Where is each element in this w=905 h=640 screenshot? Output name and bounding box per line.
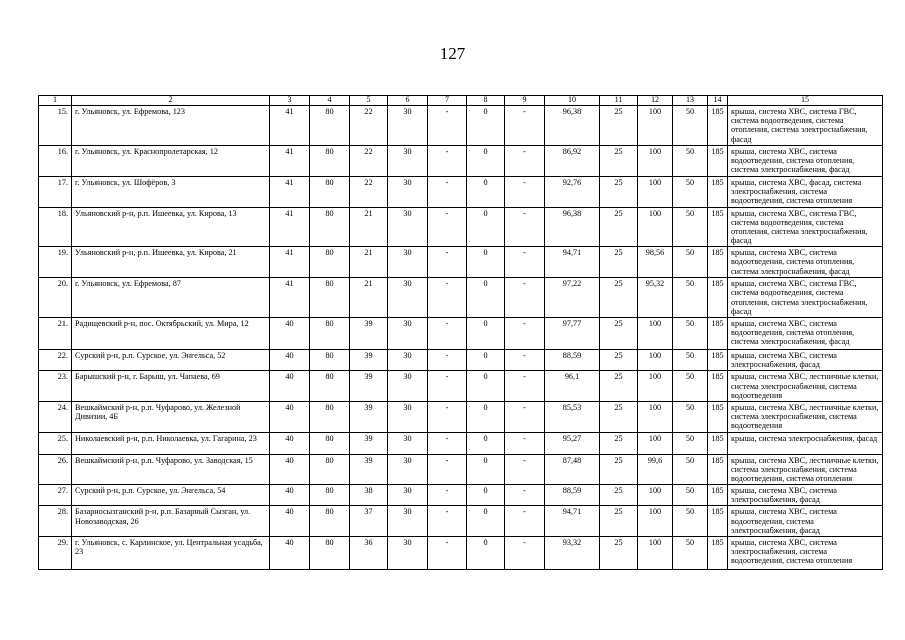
value-col4: 80 — [310, 145, 350, 176]
row-number: 21. — [39, 318, 72, 350]
value-col5: 39 — [350, 401, 388, 432]
column-number: 2 — [72, 96, 270, 106]
value-col5: 21 — [350, 278, 388, 318]
value-col3: 40 — [270, 350, 310, 371]
column-number: 15 — [728, 96, 883, 106]
address: г. Ульяновск, ул. Ефремова, 87 — [72, 278, 270, 318]
table-row — [39, 432, 883, 454]
column-number: 7 — [428, 96, 467, 106]
value-col6: 30 — [388, 105, 428, 145]
value-col3: 40 — [270, 506, 310, 537]
value-col13: 50 — [673, 318, 708, 350]
value-col7: - — [428, 454, 467, 485]
value-col9: - — [505, 506, 545, 537]
value-col14: 185 — [708, 247, 728, 278]
address: Ульяновский р-н, р.п. Ишеевка, ул. Кирова, 13 — [72, 207, 270, 247]
value-col4: 80 — [310, 350, 350, 371]
value-col5: 22 — [350, 145, 388, 176]
value-col5: 22 — [350, 176, 388, 207]
value-col13: 50 — [673, 371, 708, 402]
value-col10: 96,1 — [545, 371, 600, 402]
value-col7: - — [428, 318, 467, 350]
value-col6: 30 — [388, 454, 428, 485]
value-col14: 185 — [708, 207, 728, 247]
value-col5: 38 — [350, 485, 388, 506]
table-row — [39, 371, 883, 402]
value-col11: 25 — [600, 207, 638, 247]
value-col7: - — [428, 145, 467, 176]
value-col7: - — [428, 485, 467, 506]
table-row — [39, 401, 883, 432]
value-col14: 185 — [708, 454, 728, 485]
value-col13: 50 — [673, 105, 708, 145]
table-row — [39, 454, 883, 485]
column-number-row — [39, 96, 883, 106]
value-col11: 25 — [600, 105, 638, 145]
value-col3: 40 — [270, 318, 310, 350]
value-col9: - — [505, 537, 545, 570]
value-col9: - — [505, 432, 545, 454]
value-col4: 80 — [310, 371, 350, 402]
table-row — [39, 105, 883, 145]
value-col7: - — [428, 350, 467, 371]
value-col8: 0 — [467, 318, 505, 350]
row-number: 24. — [39, 401, 72, 432]
value-col11: 25 — [600, 278, 638, 318]
value-col12: 100 — [638, 105, 673, 145]
value-col6: 30 — [388, 145, 428, 176]
value-col14: 185 — [708, 432, 728, 454]
value-col4: 80 — [310, 432, 350, 454]
value-col10: 85,53 — [545, 401, 600, 432]
value-col3: 41 — [270, 105, 310, 145]
value-col3: 41 — [270, 247, 310, 278]
value-col9: - — [505, 145, 545, 176]
value-col10: 87,48 — [545, 454, 600, 485]
value-col6: 30 — [388, 176, 428, 207]
value-col6: 30 — [388, 506, 428, 537]
column-number: 6 — [388, 96, 428, 106]
value-col11: 25 — [600, 537, 638, 570]
works-list: крыша, система ХВС, система водоотведения, система отопления, система электроснабжения, фасад — [728, 145, 883, 176]
row-number: 18. — [39, 207, 72, 247]
address: Вешкаймский р-н, р.п. Чуфарово, ул. Заводская, 15 — [72, 454, 270, 485]
value-col11: 25 — [600, 506, 638, 537]
value-col5: 36 — [350, 537, 388, 570]
value-col3: 40 — [270, 401, 310, 432]
value-col7: - — [428, 401, 467, 432]
value-col10: 96,38 — [545, 105, 600, 145]
value-col8: 0 — [467, 207, 505, 247]
value-col6: 30 — [388, 247, 428, 278]
column-number: 3 — [270, 96, 310, 106]
value-col13: 50 — [673, 278, 708, 318]
value-col5: 21 — [350, 207, 388, 247]
value-col8: 0 — [467, 537, 505, 570]
table-row — [39, 176, 883, 207]
value-col8: 0 — [467, 247, 505, 278]
column-number: 14 — [708, 96, 728, 106]
value-col10: 88,59 — [545, 485, 600, 506]
value-col8: 0 — [467, 506, 505, 537]
value-col12: 100 — [638, 176, 673, 207]
works-list: крыша, система ХВС, фасад, система электроснабжения, система водоотведения, система отопления — [728, 176, 883, 207]
value-col9: - — [505, 207, 545, 247]
value-col12: 100 — [638, 145, 673, 176]
value-col6: 30 — [388, 350, 428, 371]
value-col5: 37 — [350, 506, 388, 537]
value-col6: 30 — [388, 371, 428, 402]
value-col9: - — [505, 401, 545, 432]
value-col12: 100 — [638, 207, 673, 247]
value-col7: - — [428, 506, 467, 537]
page-number: 127 — [439, 44, 466, 63]
value-col13: 50 — [673, 432, 708, 454]
works-list: крыша, система ХВС, система ГВС, система водоотведения, система отопления, система электроснабжения, фасад — [728, 207, 883, 247]
value-col9: - — [505, 176, 545, 207]
value-col3: 40 — [270, 371, 310, 402]
row-number: 17. — [39, 176, 72, 207]
address: Радищевский р-н, пос. Октябрьский, ул. Мира, 12 — [72, 318, 270, 350]
works-list: крыша, система ХВС, система водоотведения, система отопления, система электроснабжения, фасад — [728, 247, 883, 278]
value-col3: 41 — [270, 176, 310, 207]
column-number: 12 — [638, 96, 673, 106]
value-col3: 40 — [270, 485, 310, 506]
value-col13: 50 — [673, 401, 708, 432]
value-col12: 100 — [638, 318, 673, 350]
value-col8: 0 — [467, 350, 505, 371]
works-list: крыша, система ХВС, система ГВС, система водоотведения, система отопления, система электроснабжения, фасад — [728, 278, 883, 318]
value-col3: 40 — [270, 432, 310, 454]
works-list: крыша, система ХВС, система электроснабжения, фасад — [728, 485, 883, 506]
value-col3: 41 — [270, 207, 310, 247]
value-col13: 50 — [673, 485, 708, 506]
value-col8: 0 — [467, 105, 505, 145]
value-col12: 95,32 — [638, 278, 673, 318]
value-col3: 41 — [270, 278, 310, 318]
value-col6: 30 — [388, 278, 428, 318]
address: Вешкаймский р-н, р.п. Чуфарово, ул. Железной Дивизии, 4Б — [72, 401, 270, 432]
value-col13: 50 — [673, 145, 708, 176]
address: г. Ульяновск, ул. Краснопролетарская, 12 — [72, 145, 270, 176]
value-col4: 80 — [310, 278, 350, 318]
value-col7: - — [428, 371, 467, 402]
value-col12: 99,6 — [638, 454, 673, 485]
value-col9: - — [505, 350, 545, 371]
value-col6: 30 — [388, 537, 428, 570]
table-row — [39, 145, 883, 176]
row-number: 19. — [39, 247, 72, 278]
table-row — [39, 537, 883, 570]
row-number: 23. — [39, 371, 72, 402]
value-col11: 25 — [600, 432, 638, 454]
value-col12: 100 — [638, 371, 673, 402]
address: г. Ульяновск, ул. Ефремова, 123 — [72, 105, 270, 145]
value-col4: 80 — [310, 454, 350, 485]
value-col4: 80 — [310, 485, 350, 506]
value-col9: - — [505, 318, 545, 350]
value-col12: 100 — [638, 350, 673, 371]
address: г. Ульяновск, с. Карлинское, ул. Центральная усадьба, 23 — [72, 537, 270, 570]
value-col11: 25 — [600, 176, 638, 207]
column-number: 8 — [467, 96, 505, 106]
value-col13: 50 — [673, 247, 708, 278]
value-col4: 80 — [310, 247, 350, 278]
column-number: 13 — [673, 96, 708, 106]
value-col6: 30 — [388, 318, 428, 350]
row-number: 20. — [39, 278, 72, 318]
value-col11: 25 — [600, 350, 638, 371]
value-col5: 39 — [350, 318, 388, 350]
value-col7: - — [428, 537, 467, 570]
table-row — [39, 350, 883, 371]
value-col8: 0 — [467, 176, 505, 207]
value-col5: 39 — [350, 371, 388, 402]
value-col5: 22 — [350, 105, 388, 145]
row-number: 15. — [39, 105, 72, 145]
value-col14: 185 — [708, 278, 728, 318]
value-col14: 185 — [708, 176, 728, 207]
value-col9: - — [505, 278, 545, 318]
column-number: 5 — [350, 96, 388, 106]
value-col6: 30 — [388, 401, 428, 432]
works-list: крыша, система ХВС, система водоотведения, система электроснабжения, фасад — [728, 506, 883, 537]
address: Ульяновский р-н, р.п. Ишеевка, ул. Кирова, 21 — [72, 247, 270, 278]
value-col12: 98,56 — [638, 247, 673, 278]
value-col11: 25 — [600, 485, 638, 506]
row-number: 16. — [39, 145, 72, 176]
value-col7: - — [428, 207, 467, 247]
value-col4: 80 — [310, 207, 350, 247]
value-col7: - — [428, 432, 467, 454]
value-col4: 80 — [310, 401, 350, 432]
value-col3: 40 — [270, 454, 310, 485]
value-col14: 185 — [708, 485, 728, 506]
value-col12: 100 — [638, 506, 673, 537]
value-col8: 0 — [467, 432, 505, 454]
value-col10: 96,38 — [545, 207, 600, 247]
row-number: 25. — [39, 432, 72, 454]
value-col4: 80 — [310, 537, 350, 570]
value-col12: 100 — [638, 432, 673, 454]
value-col11: 25 — [600, 401, 638, 432]
column-number: 10 — [545, 96, 600, 106]
value-col11: 25 — [600, 145, 638, 176]
value-col8: 0 — [467, 371, 505, 402]
value-col6: 30 — [388, 207, 428, 247]
value-col13: 50 — [673, 350, 708, 371]
table-row — [39, 207, 883, 247]
value-col7: - — [428, 278, 467, 318]
value-col14: 185 — [708, 105, 728, 145]
value-col9: - — [505, 105, 545, 145]
value-col6: 30 — [388, 485, 428, 506]
value-col13: 50 — [673, 506, 708, 537]
value-col11: 25 — [600, 247, 638, 278]
column-number: 1 — [39, 96, 72, 106]
address: Базарносызганский р-н, р.п. Базарный Сызган, ул. Новозаводская, 26 — [72, 506, 270, 537]
value-col13: 50 — [673, 537, 708, 570]
value-col7: - — [428, 105, 467, 145]
works-list: крыша, система ХВС, система водоотведения, система отопления, система электроснабжения, фасад — [728, 318, 883, 350]
value-col6: 30 — [388, 432, 428, 454]
table-row — [39, 278, 883, 318]
value-col5: 39 — [350, 454, 388, 485]
value-col3: 40 — [270, 537, 310, 570]
value-col8: 0 — [467, 485, 505, 506]
value-col11: 25 — [600, 371, 638, 402]
value-col13: 50 — [673, 207, 708, 247]
row-number: 29. — [39, 537, 72, 570]
value-col10: 94,71 — [545, 506, 600, 537]
value-col7: - — [428, 247, 467, 278]
value-col14: 185 — [708, 537, 728, 570]
value-col10: 97,22 — [545, 278, 600, 318]
value-col14: 185 — [708, 401, 728, 432]
value-col10: 94,71 — [545, 247, 600, 278]
value-col5: 39 — [350, 432, 388, 454]
value-col10: 92,76 — [545, 176, 600, 207]
value-col9: - — [505, 485, 545, 506]
value-col5: 39 — [350, 350, 388, 371]
address: г. Ульяновск, ул. Шофёров, 3 — [72, 176, 270, 207]
works-list: крыша, система ХВС, лестничные клетки, система электроснабжения, система водоотведения — [728, 401, 883, 432]
works-list: крыша, система ХВС, лестничные клетки, система электроснабжения, система водоотведения, система отопления — [728, 454, 883, 485]
value-col8: 0 — [467, 454, 505, 485]
value-col9: - — [505, 247, 545, 278]
value-col13: 50 — [673, 176, 708, 207]
value-col11: 25 — [600, 318, 638, 350]
address: Николаевский р-н, р.п. Николаевка, ул. Гагарина, 23 — [72, 432, 270, 454]
row-number: 27. — [39, 485, 72, 506]
column-number: 11 — [600, 96, 638, 106]
row-number: 28. — [39, 506, 72, 537]
works-list: крыша, система ХВС, система электроснабжения, система водоотведения, система отопления — [728, 537, 883, 570]
value-col12: 100 — [638, 485, 673, 506]
value-col10: 95,27 — [545, 432, 600, 454]
value-col4: 80 — [310, 506, 350, 537]
value-col10: 88,59 — [545, 350, 600, 371]
value-col14: 185 — [708, 506, 728, 537]
address: Сурский р-н, р.п. Сурское, ул. Энгельса, 54 — [72, 485, 270, 506]
works-table — [38, 95, 883, 570]
column-number: 9 — [505, 96, 545, 106]
row-number: 26. — [39, 454, 72, 485]
row-number: 22. — [39, 350, 72, 371]
value-col12: 100 — [638, 537, 673, 570]
table-row — [39, 485, 883, 506]
value-col8: 0 — [467, 278, 505, 318]
value-col9: - — [505, 371, 545, 402]
value-col10: 97,77 — [545, 318, 600, 350]
table-row — [39, 247, 883, 278]
works-list: крыша, система ХВС, система ГВС, система водоотведения, система отопления, система электроснабжения, фасад — [728, 105, 883, 145]
column-number: 4 — [310, 96, 350, 106]
value-col14: 185 — [708, 350, 728, 371]
value-col14: 185 — [708, 145, 728, 176]
value-col8: 0 — [467, 401, 505, 432]
address: Барышский р-н, г. Барыш, ул. Чапаева, 69 — [72, 371, 270, 402]
value-col9: - — [505, 454, 545, 485]
value-col4: 80 — [310, 318, 350, 350]
value-col14: 185 — [708, 371, 728, 402]
value-col14: 185 — [708, 318, 728, 350]
value-col10: 86,92 — [545, 145, 600, 176]
value-col4: 80 — [310, 105, 350, 145]
value-col3: 41 — [270, 145, 310, 176]
works-list: крыша, система электроснабжения, фасад — [728, 432, 883, 454]
value-col10: 93,32 — [545, 537, 600, 570]
address: Сурский р-н, р.п. Сурское, ул. Энгельса, 52 — [72, 350, 270, 371]
value-col11: 25 — [600, 454, 638, 485]
value-col12: 100 — [638, 401, 673, 432]
value-col4: 80 — [310, 176, 350, 207]
value-col7: - — [428, 176, 467, 207]
works-list: крыша, система ХВС, лестничные клетки, система электроснабжения, система водоотведения — [728, 371, 883, 402]
value-col8: 0 — [467, 145, 505, 176]
value-col5: 21 — [350, 247, 388, 278]
table-row — [39, 318, 883, 350]
table-row — [39, 506, 883, 537]
value-col13: 50 — [673, 454, 708, 485]
works-list: крыша, система ХВС, система электроснабжения, фасад — [728, 350, 883, 371]
